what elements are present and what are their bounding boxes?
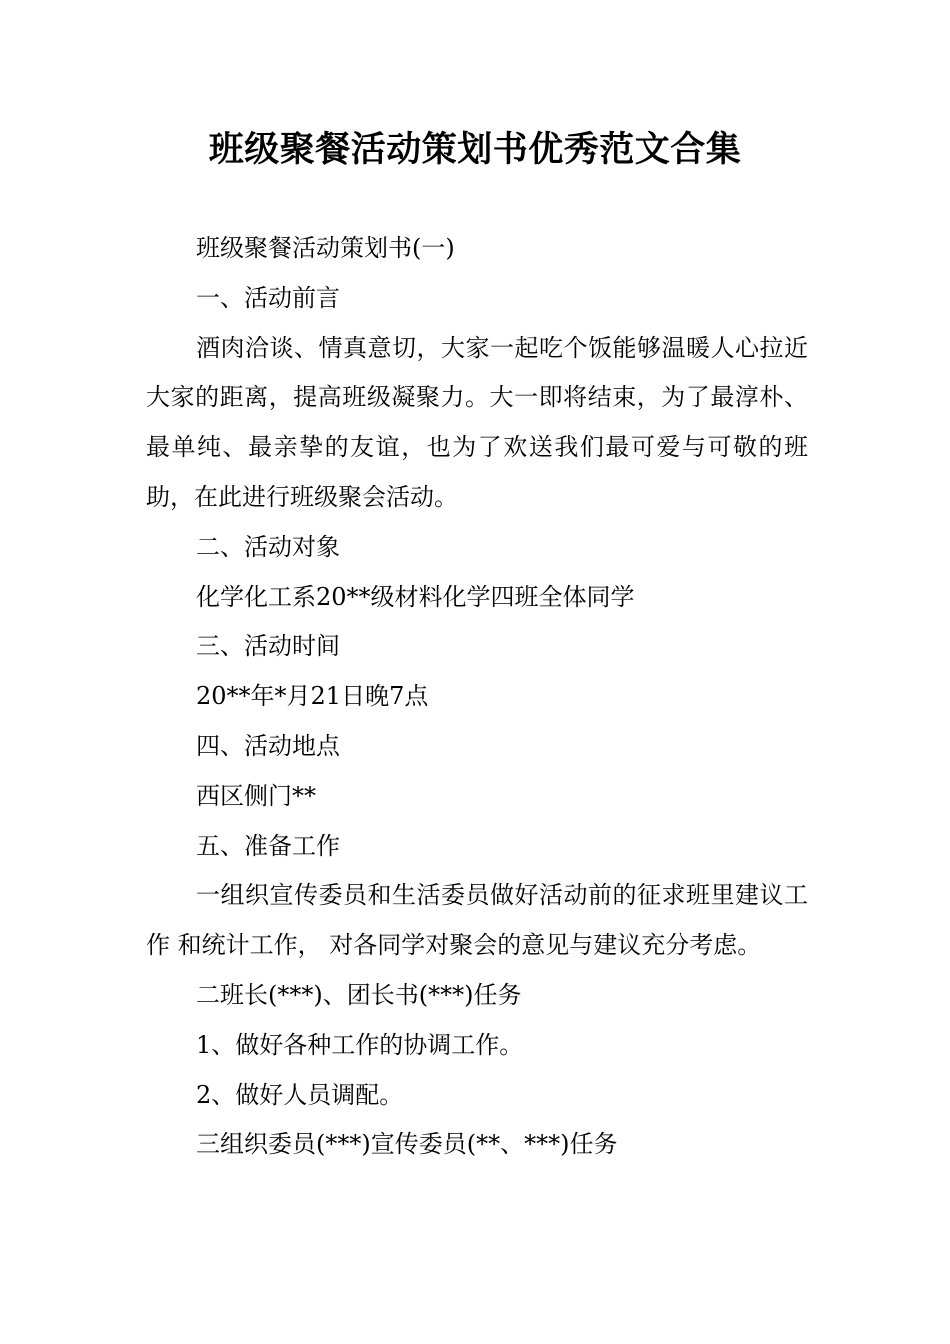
paragraph-audience: 化学化工系20**级材料化学四班全体同学 (196, 582, 635, 611)
heading-preparation: 五、准备工作 (196, 831, 340, 860)
paragraph-location: 西区侧门** (196, 781, 316, 810)
heading-location: 四、活动地点 (196, 731, 340, 760)
list-item: 2、做好人员调配。 (196, 1080, 404, 1109)
heading-time: 三、活动时间 (196, 632, 340, 661)
paragraph-subtitle: 班级聚餐活动策划书(一) (196, 234, 455, 262)
paragraph-preparation-2: 二班长(***)、团长书(***)任务 (196, 980, 522, 1009)
list-item: 1、做好各种工作的协调工作。 (196, 1030, 524, 1059)
paragraph-preparation-3: 三组织委员(***)宣传委员(**、***)任务 (196, 1130, 618, 1159)
document-body (146, 224, 808, 1170)
paragraph-preface: 酒肉洽谈、情真意切，大家一起吃个饭能够温暖人心拉近大家的距离，提高班级凝聚力。大一即将结束，为了最淳朴、最单纯、最亲挚的友谊，也为了欢送我们最可爱与可敬的班助，在此进行班级聚会活动。 (146, 333, 808, 511)
paragraph-preparation-1: 一组织宣传委员和生活委员做好活动前的征求班里建议工作 和统计工作， 对各同学对聚会的意见与建议充分考虑。 (146, 881, 808, 960)
heading-preface: 一、活动前言 (196, 283, 340, 312)
paragraph-time: 20**年*月21日晚7点 (196, 682, 429, 711)
heading-audience: 二、活动对象 (196, 532, 340, 561)
document-title: 班级聚餐活动策划书优秀范文合集 (208, 130, 742, 170)
